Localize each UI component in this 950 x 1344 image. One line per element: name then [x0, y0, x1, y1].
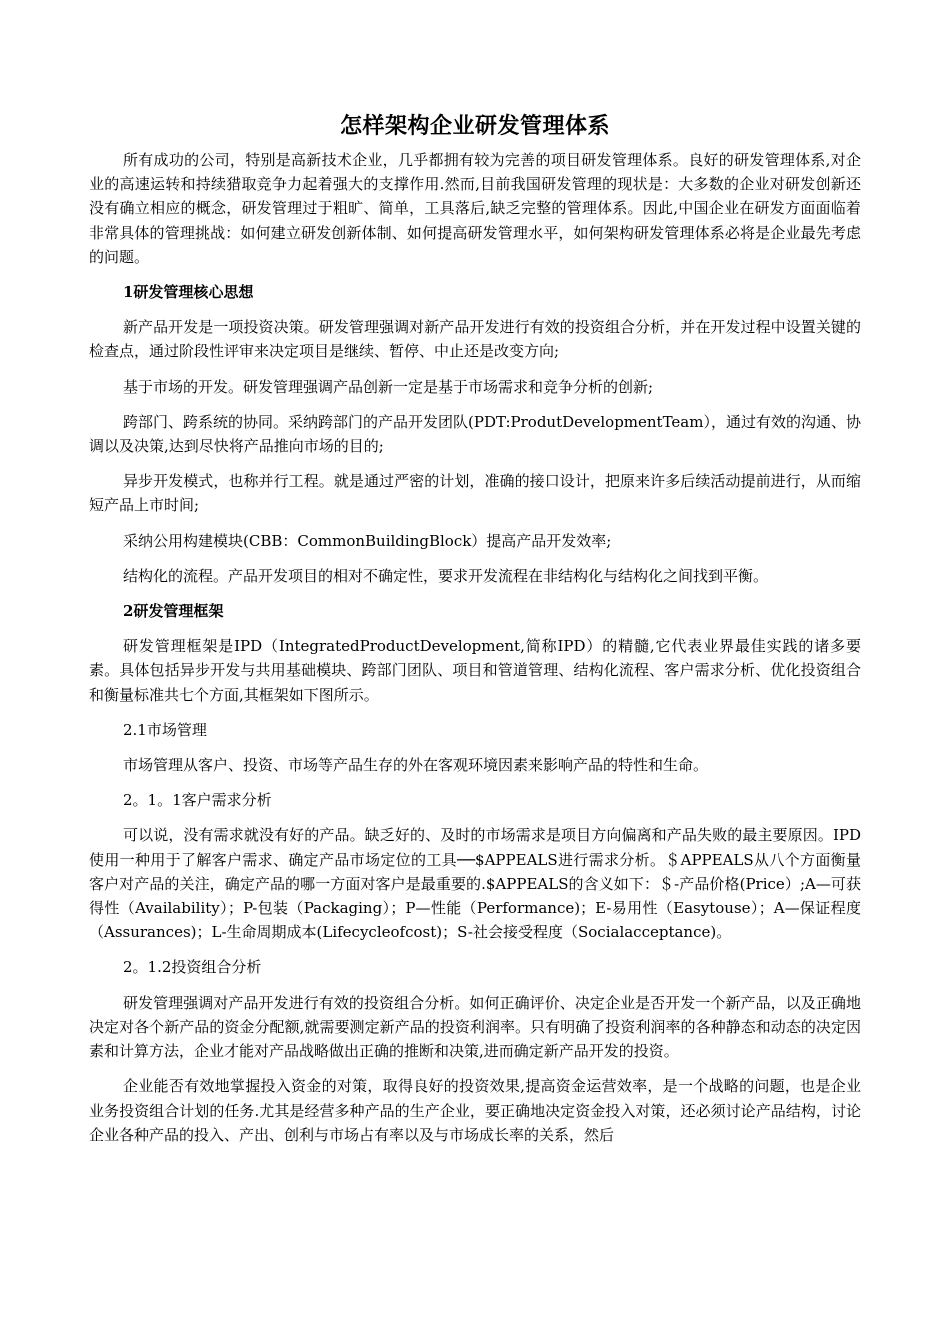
- section-1-heading: 1研发管理核心思想: [123, 283, 254, 302]
- section-2-1-2-paragraph: 企业能否有效地掌握投入资金的对策，取得良好的投资效果,提高资金运营效率，是一个战略的问题，也是企业业务投资组合计划的任务.尤其是经营多种产品的生产企业，要正确地决定资金投入对策，还必须讨论产品结构，讨论企业各种产品的投入、产出、创利与市场占有率以及与市场成长率的关系，然后: [89, 1077, 861, 1144]
- section-2-1-heading: 2.1市场管理: [123, 720, 207, 739]
- section-2-1-2-paragraph: 研发管理强调对产品开发进行有效的投资组合分析。如何正确评价、决定企业是否开发一个新产品，以及正确地决定对各个新产品的资金分配额,就需要测定新产品的投资利润率。只有明确了投资利润率的各种静态和动态的决定因素和计算方法，企业才能对产品战略做出正确的推断和决策,进而确定新产品开发的投资。: [89, 993, 861, 1061]
- section-2-1-2-heading: 2。1.2投资组合分析: [123, 958, 262, 977]
- section-2-1-text: 市场管理从客户、投资、市场等产品生存的外在客观环境因素来影响产品的特性和生命。: [123, 756, 709, 775]
- section-1-paragraph: 异步开发模式，也称并行工程。就是通过严密的计划，准确的接口设计，把原来许多后续活动提前进行，从而缩短产品上市时间;: [89, 472, 861, 515]
- intro-paragraph: 所有成功的公司，特别是高新技术企业，几乎都拥有较为完善的项目研发管理体系。良好的研发管理体系,对企业的高速运转和持续猎取竞争力起着强大的支撑作用.然而,目前我国研发管理的现状是：大多数的企业对研发创新还没有确立相应的概念，研发管理过于粗旷、简单，工具落后,缺乏完整的管理体系。因此,中国企业在研发方面面临着非常具体的管理挑战：如何建立研发创新体制、如何提高研发管理水平，如何架构研发管理体系必将是企业最先考虑的问题。: [89, 151, 861, 266]
- section-1-paragraph: 结构化的流程。产品开发项目的相对不确定性，要求开发流程在非结构化与结构化之间找到平衡。: [123, 566, 769, 585]
- section-2-intro: 研发管理框架是IPD（IntegratedProductDevelopment,简称IPD）的精髓,它代表业界最佳实践的诸多要素。具体包括异步开发与共用基础模块、跨部门团队、项目和管道管理、结构化流程、客户需求分析、优化投资组合和衡量标准共七个方面,其框架如下图所示。: [89, 637, 861, 704]
- section-1-paragraph: 新产品开发是一项投资决策。研发管理强调对新产品开发进行有效的投资组合分析，并在开发过程中设置关键的检查点，通过阶段性评审来决定项目是继续、暂停、中止还是改变方向;: [89, 318, 861, 361]
- document-title: 怎样架构企业研发管理体系: [339, 113, 610, 139]
- section-1-paragraph: 基于市场的开发。研发管理强调产品创新一定是基于市场需求和竞争分析的创新;: [123, 377, 654, 396]
- document-body: [89, 148, 861, 1158]
- section-2-1-1-text: 可以说，没有需求就没有好的产品。缺乏好的、及时的市场需求是项目方向偏离和产品失败的最主要原因。IPD使用一种用于了解客户需求、确定产品市场定位的工具──$APPEALS进行需求分析。＄APPEALS从八个方面衡量客户对产品的关注，确定产品的哪一方面对客户是最重要的.$APPEALS的含义如下：＄-产品价格(Price）;A—可获得性（Availability）；P-包装（Packaging）；P—性能（Performance)；E-易用性（Easytouse）；A—保证程度（Assurances)；L-生命周期成本(Lifecycleofcost)；S-社会接受程度（Socialacceptance)。: [89, 826, 861, 942]
- section-2-heading: 2研发管理框架: [123, 602, 224, 621]
- section-1-paragraph: 采纳公用构建模块(CBB：CommonBuildingBlock）提高产品开发效率;: [123, 531, 612, 550]
- section-2-1-1-heading: 2。1。1客户需求分析: [123, 791, 272, 810]
- section-1-paragraph: 跨部门、跨系统的协同。采纳跨部门的产品开发团队(PDT:ProdutDevelopmentTeam），通过有效的沟通、协调以及决策,达到尽快将产品推向市场的目的;: [89, 412, 861, 456]
